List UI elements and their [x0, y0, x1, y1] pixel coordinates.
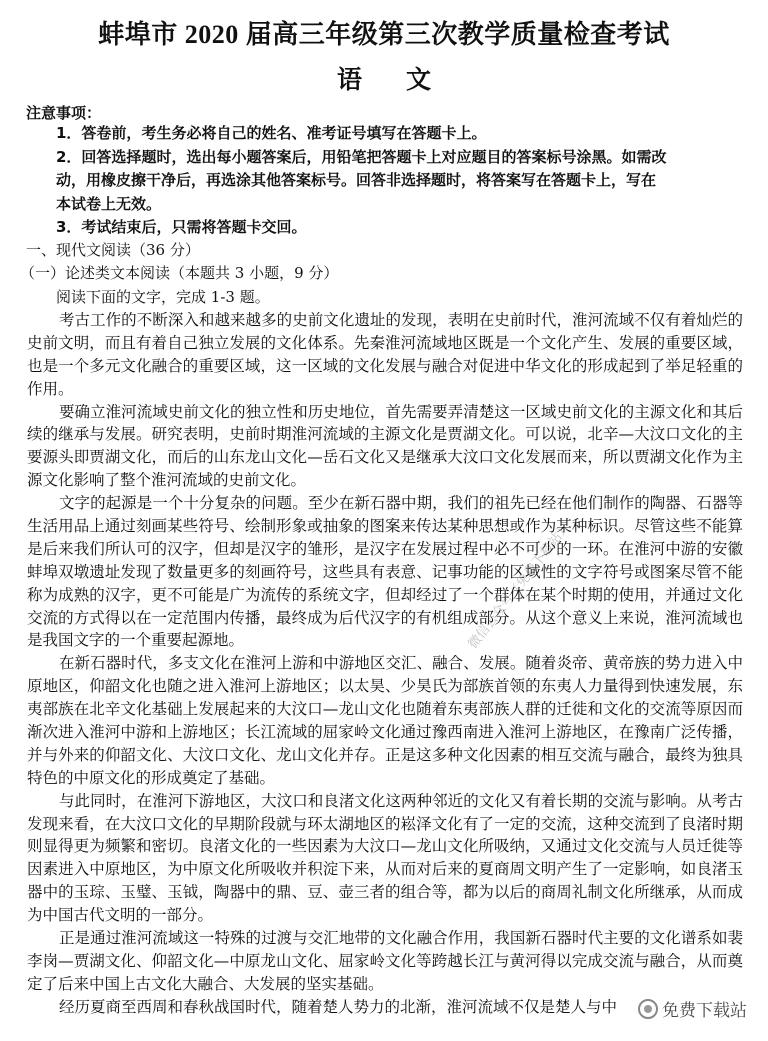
notice-line: 动，用橡皮擦干净后，再选涂其他答案标号。回答非选择题时，将答案写在答题卡上，写在	[56, 171, 657, 189]
notice-line: 2．回答选择题时，选出每小题答案后，用铅笔把答题卡上对应题目的答案标号涂黑。如需改	[56, 147, 667, 166]
subject-char: 文	[406, 65, 432, 94]
paragraph	[27, 927, 743, 996]
exam-title: 蚌埠市 2020 届高三年级第三次教学质量检查考试	[98, 20, 670, 49]
subsection-heading: （一）论述类文本阅读（本题共 3 小题，9 分）	[20, 264, 339, 282]
text-line: 要确立淮河流域史前文化的独立性和历史地位，首先需要弄清楚这一区域史前文化的主源文化和其后	[59, 402, 743, 421]
text-line: 正是通过淮河流域这一特殊的过渡与交汇地带的文化融合作用，我国新石器时代主要的文化谱系如裴	[59, 929, 743, 948]
text-line: 与此同时，在淮河下游地区，大汶口和良渚文化这两种邻近的文化又有着长期的交流与影响。从考古	[59, 791, 743, 810]
notice-heading: 注意事项：	[26, 104, 102, 122]
notice-line: 1．答卷前，考生务必将自己的姓名、准考证号填写在答题卡上。	[56, 124, 487, 142]
text-line: 续的继承与发展。研究表明，史前时期淮河流域的主源文化是贾湖文化。可以说，北辛—大汶口文化的主	[27, 425, 743, 444]
text-line: 因素进入中原地区，为中原文化所吸收并积淀下来，从而对后来的夏商周文明产生了一定影响，如良渚玉	[27, 860, 743, 879]
wechat-logo-icon	[638, 999, 658, 1019]
text-line: 也是一个多元文化融合的重要区域，这一区域的文化发展与融合对促进中华文化的形成起到了举足轻重的	[27, 356, 743, 375]
text-line: 交流的方式得以在一定范围内传播，最终成为后代汉字的有机组成部分。从这个意义上来说，淮河流域也	[27, 608, 743, 627]
text-line: 李岗—贾湖文化、仰韶文化—中原龙山文化、屈家岭文化等跨越长江与黄河得以完成交流与融合，从而奠	[27, 951, 743, 970]
notice-line: 本试卷上无效。	[56, 194, 162, 213]
text-line: 经历夏商至西周和春秋战国时代，随着楚人势力的北渐，淮河流域不仅是楚人与中	[59, 997, 618, 1016]
text-line: 称为成熟的汉字，更不可能是广为流传的系统文字，但却经过了一个群体在某个时期的使用，并通过文化	[27, 585, 743, 604]
text-line: 特色的中原文化的形成奠定了基础。	[27, 768, 276, 787]
text-line: 器中的玉琮、玉璧、玉钺，陶器中的鼎、豆、壶三者的组合等，都为以后的商周礼制文化所继承，从而成	[27, 883, 743, 902]
reading-passage	[27, 309, 743, 1019]
paragraph	[27, 401, 743, 493]
text-line: 原地区，仰韶文化也随之进入淮河上游地区；以太昊、少昊氏为部族首领的东夷人力量得到快速发展，东	[27, 677, 743, 696]
text-line: 定了后来中国上古文化大融合、大发展的坚实基础。	[27, 974, 384, 993]
subject-char: 语	[336, 65, 362, 94]
notice-line: 3．考试结束后，只需将答题卡交回。	[56, 218, 307, 236]
text-line: 生活用品上通过刻画某些符号、绘制形象或抽象的图案来传达某种思想或作为某种标识。尽管这些不能算	[27, 517, 743, 536]
logo	[638, 996, 747, 1021]
notice-list	[56, 122, 696, 240]
paragraph	[27, 996, 743, 1019]
text-line: 并与外来的仰韶文化、大汶口文化、龙山文化并存。正是这多种文化因素的相互交流与融合，最终为独具	[27, 745, 743, 764]
paragraph	[27, 652, 743, 789]
text-line: 发现来看，在大汶口文化的早期阶段就与环太湖地区的崧泽文化有了一定的交流，这种交流到了良渚时期	[27, 814, 743, 833]
text-line: 考古工作的不断深入和越来越多的史前文化遗址的发现，表明在史前时代，淮河流域不仅有着灿烂的	[59, 311, 743, 329]
text-line: 源文化影响了整个淮河流域的史前文化。	[27, 471, 307, 490]
text-line: 作用。	[27, 379, 74, 398]
text-line: 是我国文字的一个重要起源地。	[27, 631, 245, 650]
text-line: 在新石器时代，多支文化在淮河上游和中游地区交汇、融合、发展。随着炎帝、黄帝族的势力进入中	[59, 654, 743, 673]
text-line: 文字的起源是一个十分复杂的问题。至少在新石器中期，我们的祖先已经在他们制作的陶器、石器等	[59, 494, 743, 513]
watermark: 微信公众号（免费下载站）	[465, 519, 574, 652]
text-line: 史前文明，而且有着自己独立发展的文化体系。先秦淮河流域地区既是一个文化产生、发展的重要区域，	[27, 333, 743, 352]
text-line: 则显得更为频繁和密切。良渚文化的一些因素为大汶口—龙山文化所吸纳，又通过文化交流与人员迁徙等	[27, 837, 743, 856]
paragraph	[27, 492, 743, 652]
text-line: 蚌埠双墩遗址发现了数量更多的刻画符号，这些具有表意、记事功能的区域性的文字符号或图案尽管不能	[27, 562, 743, 581]
logo-text: 免费下载站	[662, 1001, 747, 1021]
text-line: 是后来我们所认可的汉字，但却是汉字的雏形，是汉字在发展过程中必不可少的一环。在淮河中游的安徽	[27, 539, 743, 558]
subject-title	[0, 60, 768, 96]
section-heading: 一、现代文阅读（36 分）	[26, 241, 200, 259]
reading-instruction: 阅读下面的文字，完成 1-3 题。	[56, 288, 270, 306]
text-line: 夷部族在北辛文化基础上发展起来的大汶口—龙山文化也随着东夷部族人群的迁徙和文化的交流等原因而	[27, 700, 743, 719]
text-line: 为中国古代文明的一部分。	[27, 906, 214, 925]
paragraph	[27, 790, 743, 927]
text-line: 渐次进入淮河中游和上游地区；长江流域的屈家岭文化通过豫西南进入淮河上游地区，在豫南广泛传播，	[27, 723, 743, 742]
paragraph	[27, 309, 743, 401]
text-line: 要源头即贾湖文化，而后的山东龙山文化—岳石文化又是继承大汶口文化发展而来，所以贾湖文化作为主	[27, 448, 743, 467]
